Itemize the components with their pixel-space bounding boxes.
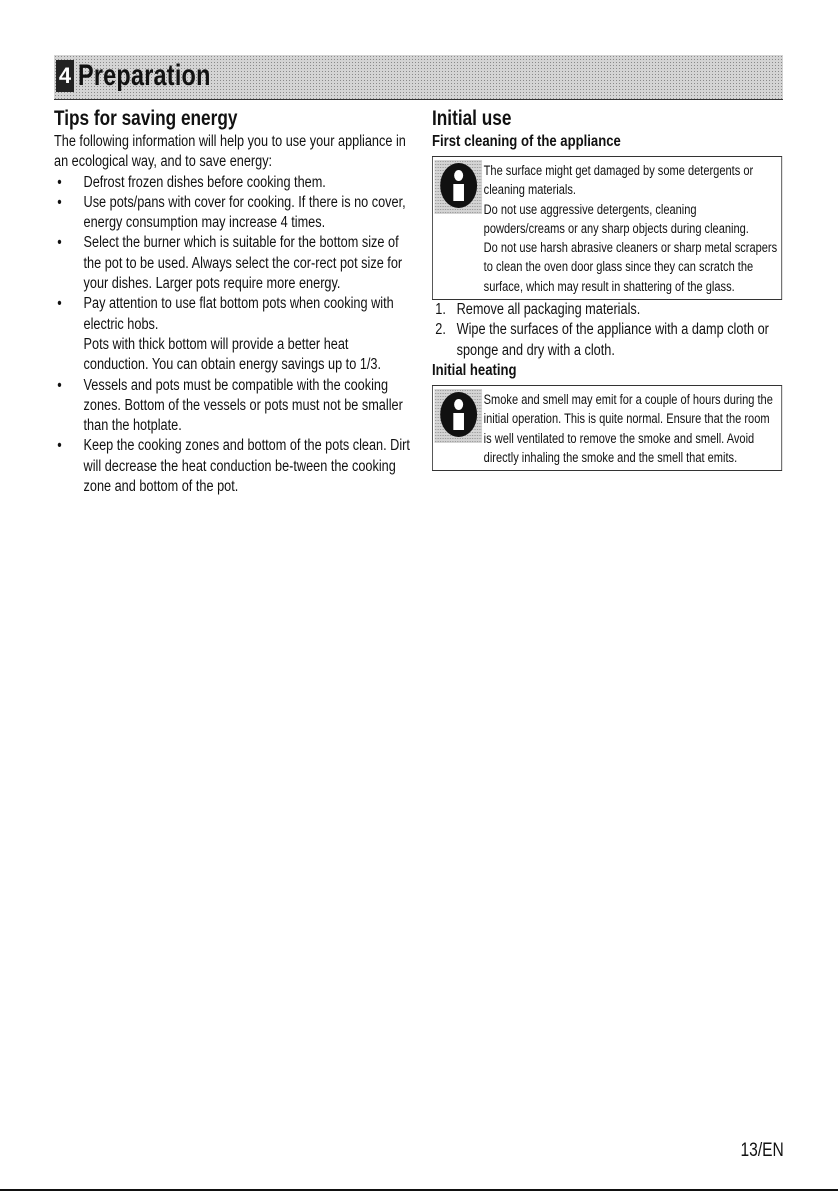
list-item <box>54 173 414 193</box>
tips-intro: The following information will help you to use your appliance in an ecological way, and to save energy: <box>54 133 406 171</box>
list-item <box>54 376 414 437</box>
info-line: The surface might get damaged by some detergents or cleaning materials. <box>483 163 754 198</box>
info-icon <box>434 389 482 443</box>
initial-heating-heading: Initial heating <box>432 361 517 379</box>
info-icon <box>434 160 482 214</box>
initial-use-column <box>432 106 782 471</box>
section-title: Preparation <box>78 59 211 92</box>
list-item-extra: Pots with thick bottom will provide a better heat conduction. You can obtain energy savings up to 1/3. <box>83 335 382 374</box>
first-cleaning-heading: First cleaning of the appliance <box>432 133 621 150</box>
tips-column <box>54 106 414 497</box>
list-item-text: Use pots/pans with cover for cooking. If there is no cover, energy consumption may increase 4 times. <box>83 193 406 232</box>
list-item <box>54 294 414 375</box>
page-number: 13/EN <box>740 1140 784 1161</box>
list-item-text: Pay attention to use flat bottom pots when cooking with electric hobs. <box>83 295 394 333</box>
list-item <box>54 436 414 497</box>
first-cleaning-steps <box>432 300 782 361</box>
list-item <box>432 300 782 320</box>
step-text: Wipe the surfaces of the appliance with a damp cloth or sponge and dry with a cloth. <box>456 321 769 359</box>
section-number: 4 <box>56 60 74 92</box>
info-line: Do not use aggressive detergents, cleaning powders/creams or any sharp objects during cleaning. <box>483 201 749 236</box>
initial-heating-infobox <box>432 385 782 471</box>
tips-heading: Tips for saving energy <box>54 107 238 130</box>
list-item <box>432 320 782 361</box>
list-item-text: Select the burner which is suitable for the bottom size of the pot to be used. Always select the cor-rect pot size for your dishes. Larger pots require more energy. <box>83 234 403 293</box>
first-cleaning-infobox <box>432 156 782 300</box>
list-item <box>54 193 414 234</box>
info-line: Do not use harsh abrasive cleaners or sharp metal scrapers to clean the oven door glass since they can scratch the surface, which may result in shattering of the glass. <box>483 240 778 294</box>
step-number: 1. <box>435 301 446 319</box>
info-text: Smoke and smell may emit for a couple of hours during the initial operation. This is quite normal. Ensure that the room is well ventilated to remove the smoke and smell. Avoid directly inhaling the smoke and the smell that emits. <box>483 391 773 465</box>
step-number: 2. <box>435 321 446 339</box>
tips-list <box>54 173 414 498</box>
list-item-text: Keep the cooking zones and bottom of the pots clean. Dirt will decrease the heat conduction be-tween the cooking zone and bottom of the pot. <box>83 437 410 496</box>
step-text: Remove all packaging materials. <box>456 301 641 319</box>
list-item-text: Defrost frozen dishes before cooking them. <box>83 173 326 191</box>
list-item <box>54 233 414 294</box>
list-item-text: Vessels and pots must be compatible with the cooking zones. Bottom of the vessels or pots must not be smaller than the hotplate. <box>83 376 403 435</box>
section-banner <box>54 55 783 100</box>
initial-use-heading: Initial use <box>432 107 512 130</box>
